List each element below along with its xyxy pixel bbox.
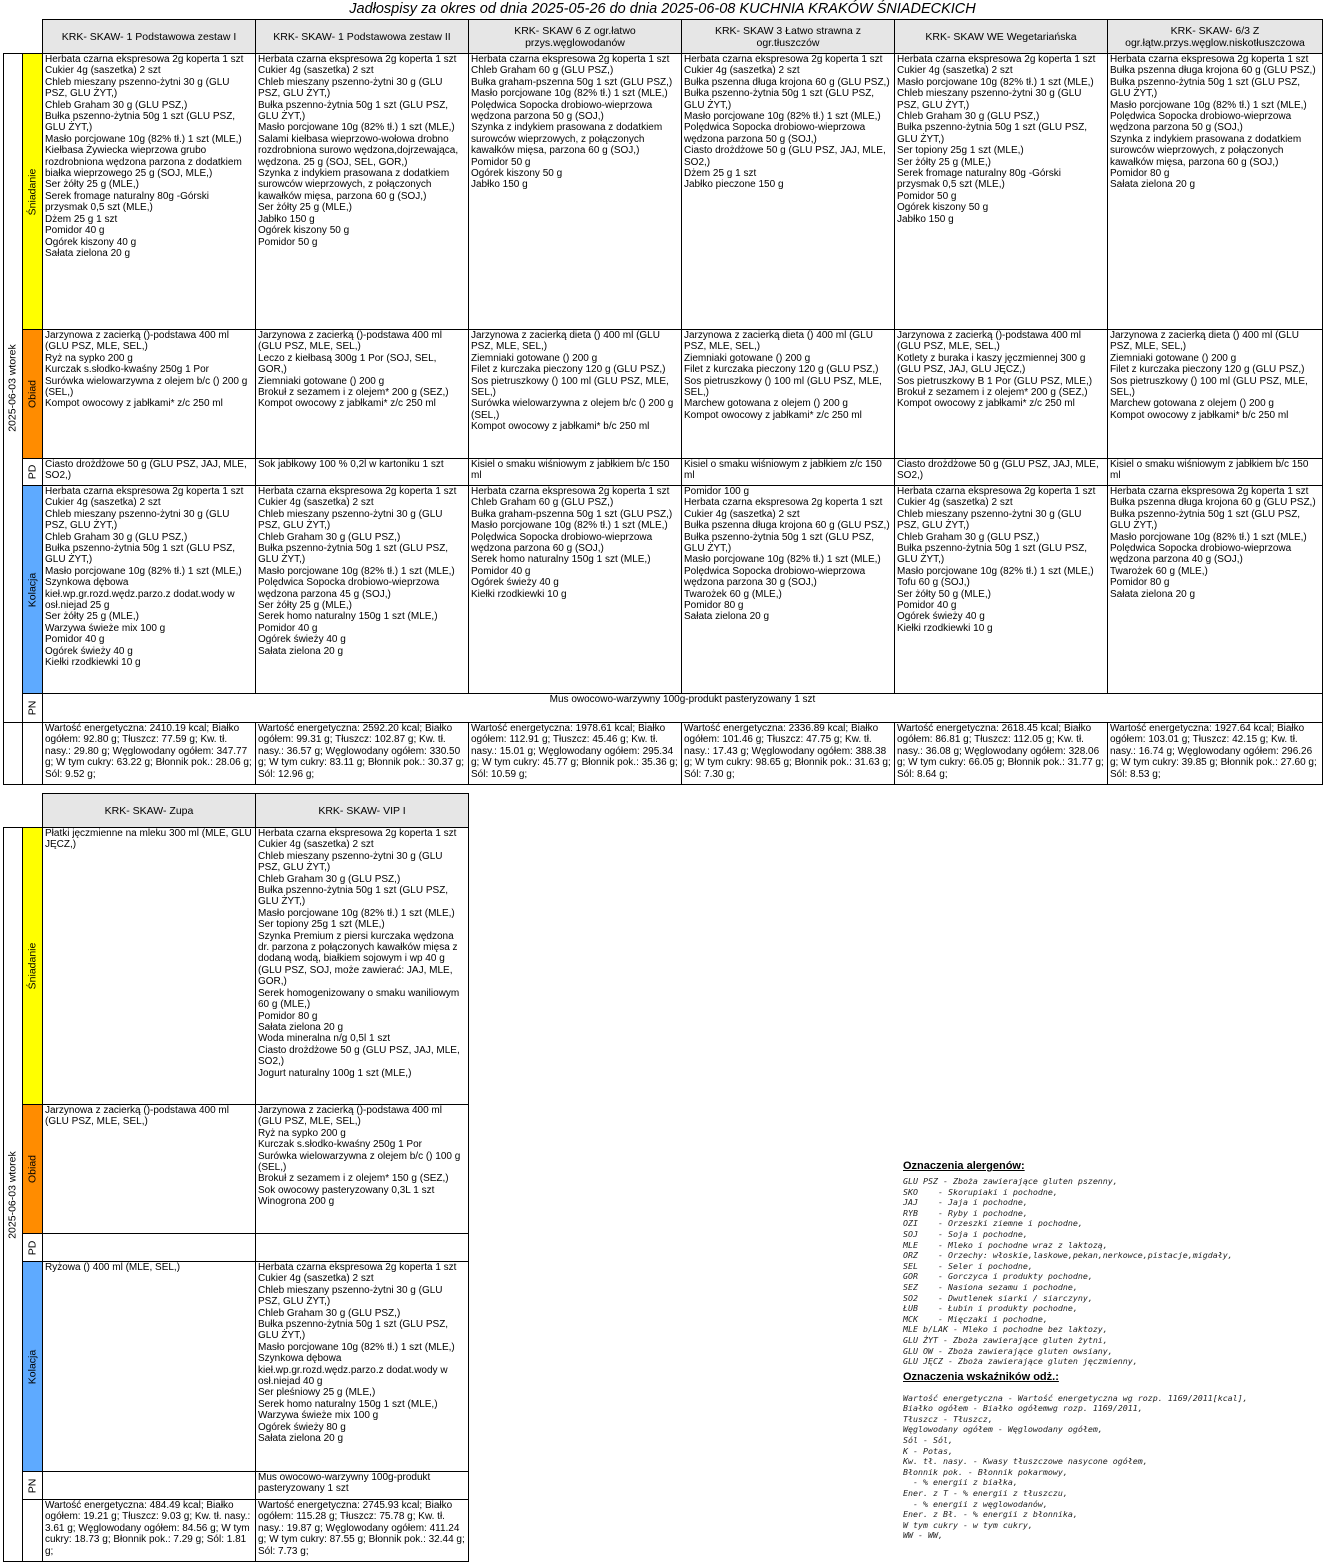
date-label: 2025-06-03 wtorek (6, 344, 19, 432)
menu-cell: Jarzynowa z zacierką ()-podstawa 400 ml (GLU PSZ, MLE, SEL,) Kotlety z buraka i kaszy jęczmiennej 300 g (GLU PSZ, JAJ, GLU JĘCZ,) Sos pietruszkowy B 1 Por (GLU PSZ, MLE,) Brokuł z sezamem i z olejem* 200 g (SEZ,) Kompot owocowy z jabłkami* z/c 250 ml (895, 330, 1108, 459)
diet-header: KRK- SKAW- VIP I (256, 794, 469, 828)
diet-header: KRK- SKAW- 1 Podstawowa zestaw II (256, 20, 469, 54)
menu-cell: Herbata czarna ekspresowa 2g koperta 1 szt Cukier 4g (saszetka) 2 szt Chleb mieszany pszenno-żytni 30 g (GLU PSZ, GLU ŻYT,) Chleb Graham 30 g (GLU PSZ,) Bułka pszenno-żytnia 50g 1 szt (GLU PSZ, GLU ŻYT,) Masło porcjowane 10g (82% tł.) 1 szt (MLE,) Polędwica Sopocka drobiowo-wieprzowa wędzona parzona 45 g (SOJ,) Ser żółty 25 g (MLE,) Serek homo naturalny 150g 1 szt (MLE,) Pomidor 40 g Ogórek świeży 40 g Sałata zielona 20 g (256, 486, 469, 694)
menu-cell: Herbata czarna ekspresowa 2g koperta 1 szt Chleb Graham 60 g (GLU PSZ,) Bułka graham-pszenna 50g 1 szt (GLU PSZ,) Masło porcjowane 10g (82% tł.) 1 szt (MLE,) Polędwica Sopocka drobiowo-wieprzowa wędzona parzona 60 g (SOJ,) Serek homo naturalny 150g 1 szt (MLE,) Pomidor 40 g Ogórek świeży 40 g Kiełki rzodkiewki 10 g (469, 486, 682, 694)
allergen-line: MCK - Mięczaki i pochodne, (903, 1313, 1048, 1324)
nutrition-cell: Wartość energetyczna: 2410.19 kcal; Białko ogółem: 92.80 g; Tłuszcz: 77.59 g; Kw. tł. nasy.: 29.80 g; Węglowodany ogółem: 347.77 g; W tym cukry: 63.22 g; Błonnik pok.: 28.06 g; Sól: 9.52 g; (43, 723, 256, 785)
menu-table-1 (3, 19, 1323, 785)
menu-cell: Herbata czarna ekspresowa 2g koperta 1 szt Cukier 4g (saszetka) 2 szt Chleb mieszany pszenno-żytni 30 g (GLU PSZ, GLU ŻYT,) Chleb Graham 30 g (GLU PSZ,) Bułka pszenno-żytnia 50g 1 szt (GLU PSZ, GLU ŻYT,) Masło porcjowane 10g (82% tł.) 1 szt (MLE,) Szynkowa dębowa kieł.wp.gr.rozd.wędz.parzo.z dodat.wody w osł.niejad 25 g Ser żółty 25 g (MLE,) Warzywa świeże mix 100 g Pomidor 40 g Ogórek świeży 40 g Kiełki rzodkiewki 10 g (43, 486, 256, 694)
meal-label-sniadanie: Śniadanie (23, 54, 43, 330)
allergen-line: SKO - Skorupiaki i pochodne, (903, 1186, 1058, 1197)
menu-table-2 (3, 793, 469, 1562)
allergen-line: JAJ - Jaja i pochodne, (903, 1197, 1028, 1208)
indicator-line: Tłuszcz - Tłuszcz, (903, 1413, 993, 1424)
date-cell (4, 828, 23, 1562)
allergen-line: GLU PSZ - Zboża zawierające gluten pszenny, (903, 1176, 1118, 1186)
diet-header: KRK- SKAW- 1 Podstawowa zestaw I (43, 20, 256, 54)
menu-cell: Herbata czarna ekspresowa 2g koperta 1 szt Cukier 4g (saszetka) 2 szt Chleb mieszany pszenno-żytni 30 g (GLU PSZ, GLU ŻYT,) Chleb Graham 30 g (GLU PSZ,) Bułka pszenno-żytnia 50g 1 szt (GLU PSZ, GLU ŻYT,) Masło porcjowane 10g (82% tł.) 1 szt (MLE,) Ser topiony 25g 1 szt (MLE,) Szynka Premium z piersi kurczaka wędzona dr. parzona z połączonych kawałków mięsa z dodaną wodą, białkiem sojowym i wp 40 g (GLU PSZ, SOJ, może zawierać: JAJ, MLE, GOR,) Serek homogenizowany o smaku waniliowym 60 g (MLE,) Pomidor 80 g Sałata zielona 20 g Woda mineralna n/g 0,5l 1 szt Ciasto drożdżowe 50 g (GLU PSZ, JAJ, MLE, SO2,) Jogurt naturalny 100g 1 szt (MLE,) (256, 828, 469, 1105)
diet-header: KRK- SKAW- Zupa (43, 794, 256, 828)
menu-cell: Herbata czarna ekspresowa 2g koperta 1 szt Cukier 4g (saszetka) 2 szt Chleb mieszany pszenno-żytni 30 g (GLU PSZ, GLU ŻYT,) Bułka pszenno-żytnia 50g 1 szt (GLU PSZ, GLU ŻYT,) Masło porcjowane 10g (82% tł.) 1 szt (MLE,) Salami kiełbasa wieprzowo-wołowa drobno rozdrobniona surowo wędzona,dojrzewająca, wędzona. 25 g (SOJ, SEL, GOR,) Szynka z indykiem prasowana z dodatkiem surowców wieprzowych, z połączonych kawałków mięsa, parzona 60 g (SOJ,) Ser żółty 25 g (MLE,) Jabłko 150 g Ogórek kiszony 50 g Pomidor 50 g (256, 54, 469, 330)
legend (903, 1160, 1318, 1541)
menu-cell: Ciasto drożdżowe 50 g (GLU PSZ, JAJ, MLE, SO2,) (895, 459, 1108, 486)
menu-cell: Ciasto drożdżowe 50 g (GLU PSZ, JAJ, MLE, SO2,) (43, 459, 256, 486)
allergen-line: MLE b/LAK - Mleko i pochodne bez laktozy, (903, 1324, 1108, 1335)
menu-cell: Herbata czarna ekspresowa 2g koperta 1 szt Cukier 4g (saszetka) 2 szt Chleb mieszany pszenno-żytni 30 g (GLU PSZ, GLU ŻYT,) Chleb Graham 30 g (GLU PSZ,) Bułka pszenno-żytnia 50g 1 szt (GLU PSZ, GLU ŻYT,) Masło porcjowane 10g (82% tł.) 1 szt (MLE,) Kiełbasa Żywiecka wieprzowa grubo rozdrobniona wędzona parzona z dodatkiem białka wieprzowego 25 g (SOJ, MLE,) Ser żółty 25 g (MLE,) Serek fromage naturalny 80g -Górski przysmak 0,5 szt (MLE,) Dżem 25 g 1 szt Pomidor 40 g Ogórek kiszony 40 g Sałata zielona 20 g (43, 54, 256, 330)
menu-cell: Kisiel o smaku wiśniowym z jabłkiem z/c 150 ml (682, 459, 895, 486)
meal-label-pn: PN (23, 694, 43, 723)
menu-cell-pn (43, 1472, 256, 1500)
nutrition-cell: Wartość energetyczna: 1927.64 kcal; Białko ogółem: 103.01 g; Tłuszcz: 42.15 g; Kw. tł. nasy.: 16.74 g; Węglowodany ogółem: 296.26 g; W tym cukry: 39.85 g; Błonnik pok.: 27.60 g; Sól: 8.53 g; (1108, 723, 1323, 785)
meal-label-obiad: Obiad (23, 1105, 43, 1234)
diet-header: KRK- SKAW 3 Łatwo strawna z ogr.tłuszczów (682, 20, 895, 54)
menu-cell: Sok jabłkowy 100 % 0,2l w kartoniku 1 szt (256, 459, 469, 486)
menu-cell: Herbata czarna ekspresowa 2g koperta 1 szt Chleb Graham 60 g (GLU PSZ,) Bułka graham-pszenna 50g 1 szt (GLU PSZ,) Masło porcjowane 10g (82% tł.) 1 szt (MLE,) Polędwica Sopocka drobiowo-wieprzowa wędzona parzona 50 g (SOJ,) Szynka z indykiem prasowana z dodatkiem surowców wieprzowych, z połączonych kawałków mięsa, parzona 60 g (SOJ,) Pomidor 50 g Ogórek kiszony 50 g Jabłko 150 g (469, 54, 682, 330)
allergen-line: SEL - Seler i pochodne, (903, 1260, 1033, 1271)
menu-cell-pn: Mus owocowo-warzywny 100g-produkt pasteryzowany 1 szt (43, 694, 1323, 723)
allergen-line: ŁUB - Łubin i produkty pochodne, (903, 1303, 1078, 1314)
menu-cell: Płatki jęczmienne na mleku 300 ml (MLE, GLU JĘCZ,) (43, 828, 256, 1105)
menu-cell (256, 1234, 469, 1262)
meal-label-pd: PD (23, 459, 43, 486)
indicator-line: WW - WW, (903, 1530, 943, 1541)
diet-header: KRK- SKAW- 6/3 Z ogr.łątw.przys.węglow.niskotłuszczowa (1108, 20, 1323, 54)
nutrition-cell: Wartość energetyczna: 1978.61 kcal; Białko ogółem: 112.91 g; Tłuszcz: 45.46 g; Kw. tł. nasy.: 15.01 g; Węglowodany ogółem: 295.34 g; W tym cukry: 45.77 g; Błonnik pok.: 35.36 g; Sól: 10.59 g; (469, 723, 682, 785)
meal-label-pn: PN (23, 1472, 43, 1500)
indicator-list (903, 1393, 1318, 1541)
menu-cell: Kisiel o smaku wiśniowym z jabłkiem b/c 150 ml (1108, 459, 1323, 486)
menu-cell: Herbata czarna ekspresowa 2g koperta 1 szt Cukier 4g (saszetka) 2 szt Chleb mieszany pszenno-żytni 30 g (GLU PSZ, GLU ŻYT,) Chleb Graham 30 g (GLU PSZ,) Bułka pszenno-żytnia 50g 1 szt (GLU PSZ, GLU ŻYT,) Masło porcjowane 10g (82% tł.) 1 szt (MLE,) Szynkowa dębowa kieł.wp.gr.rozd.wędz.parzo.z dodat.wody w osł.niejad 40 g Ser pleśniowy 25 g (MLE,) Serek homo naturalny 150g 1 szt (MLE,) Warzywa świeże mix 100 g Ogórek świeży 80 g Sałata zielona 20 g (256, 1262, 469, 1472)
allergen-line: GLU OW - Zboża zawierające gluten owsiany, (903, 1345, 1113, 1356)
nutrition-cell: Wartość energetyczna: 2336.89 kcal; Białko ogółem: 101.46 g; Tłuszcz: 47.75 g; Kw. tł. nasy.: 17.43 g; Węglowodany ogółem: 388.38 g; W tym cukry: 98.65 g; Błonnik pok.: 31.63 g; Sól: 7.30 g; (682, 723, 895, 785)
allergen-line: RYB - Ryby i pochodne, (903, 1207, 1028, 1218)
indicators-title: Oznaczenia wskaźników odż.: (903, 1370, 1059, 1383)
indicator-line: K - Potas, (903, 1445, 953, 1456)
menu-cell: Herbata czarna ekspresowa 2g koperta 1 szt Bułka pszenna długa krojona 60 g (GLU PSZ,) Bułka pszenno-żytnia 50g 1 szt (GLU PSZ, GLU ŻYT,) Masło porcjowane 10g (82% tł.) 1 szt (MLE,) Polędwica Sopocka drobiowo-wieprzowa wędzona parzona 50 g (SOJ,) Szynka z indykiem prasowana z dodatkiem surowców wieprzowych, z połączonych kawałków mięsa, parzona 60 g (SOJ,) Pomidor 80 g Sałata zielona 20 g (1108, 54, 1323, 330)
indicator-line: Wartość energetyczna - Wartość energetyczna wg rozp. 1169/2011[kcal], (903, 1392, 1248, 1403)
allergen-line: SEZ - Nasiona sezamu i pochodne, (903, 1281, 1078, 1292)
allergen-line: ORZ - Orzechy: włoskie,laskowe,pekan,nerkowce,pistacje,migdały, (903, 1250, 1233, 1261)
menu-cell: Jarzynowa z zacierką dieta () 400 ml (GLU PSZ, MLE, SEL,) Ziemniaki gotowane () 200 g Filet z kurczaka pieczony 120 g (GLU PSZ,) Sos pietruszkowy () 100 ml (GLU PSZ, MLE, SEL,) Marchew gotowana z olejem () 200 g Kompot owocowy z jabłkami* z/c 250 ml (682, 330, 895, 459)
menu-cell: Herbata czarna ekspresowa 2g koperta 1 szt Cukier 4g (saszetka) 2 szt Masło porcjowane 10g (82% tł.) 1 szt (MLE,) Chleb mieszany pszenno-żytni 30 g (GLU PSZ, GLU ŻYT,) Chleb Graham 30 g (GLU PSZ,) Bułka pszenno-żytnia 50g 1 szt (GLU PSZ, GLU ŻYT,) Ser topiony 25g 1 szt (MLE,) Ser żółty 25 g (MLE,) Serek fromage naturalny 80g -Górski przysmak 0,5 szt (MLE,) Pomidor 50 g Ogórek kiszony 50 g Jabłko 150 g (895, 54, 1108, 330)
indicator-line: - % energii z białka, (903, 1477, 1018, 1488)
menu-cell: Ryżowa () 400 ml (MLE, SEL,) (43, 1262, 256, 1472)
allergen-line: SO2 - Dwutlenek siarki / siarczyny, (903, 1292, 1093, 1303)
menu-cell: Herbata czarna ekspresowa 2g koperta 1 szt Cukier 4g (saszetka) 2 szt Bułka pszenna długa krojona 60 g (GLU PSZ,) Bułka pszenno-żytnia 50g 1 szt (GLU PSZ, GLU ŻYT,) Masło porcjowane 10g (82% tł.) 1 szt (MLE,) Polędwica Sopocka drobiowo-wieprzowa wędzona parzona 50 g (SOJ,) Ciasto drożdżowe 50 g (GLU PSZ, JAJ, MLE, SO2,) Dżem 25 g 1 szt Jabłko pieczone 150 g (682, 54, 895, 330)
meal-label-kolacja: Kolacja (23, 1262, 43, 1472)
menu-cell: Jarzynowa z zacierką ()-podstawa 400 ml (GLU PSZ, MLE, SEL,) Ryż na sypko 200 g Kurczak s.słodko-kwaśny 250g 1 Por Surówka wielowarzywna z olejem b/c () 200 g (SEL,) Kompot owocowy z jabłkami* z/c 250 ml (43, 330, 256, 459)
diet-header: KRK- SKAW WE Wegetariańska (895, 20, 1108, 54)
allergen-list (903, 1176, 1318, 1367)
indicator-line: Kw. tł. nasy. - Kwasy tłuszczowe nasycone ogółem, (903, 1456, 1148, 1467)
menu-cell: Herbata czarna ekspresowa 2g koperta 1 szt Bułka pszenna długa krojona 60 g (GLU PSZ,) Bułka pszenno-żytnia 50g 1 szt (GLU PSZ, GLU ŻYT,) Masło porcjowane 10g (82% tł.) 1 szt (MLE,) Polędwica Sopocka drobiowo-wieprzowa wędzona parzona 40 g (SOJ,) Twarożek 60 g (MLE,) Pomidor 80 g Sałata zielona 20 g (1108, 486, 1323, 694)
menu-cell (43, 1234, 256, 1262)
indicator-line: Błonnik pok. - Błonnik pokarmowy, (903, 1466, 1068, 1477)
allergens-title: Oznaczenia alergenów: (903, 1160, 1025, 1172)
menu-cell: Kisiel o smaku wiśniowym z jabłkiem b/c 150 ml (469, 459, 682, 486)
indicator-line: Białko ogółem - Białko ogółemwg rozp. 1169/2011, (903, 1403, 1143, 1414)
date-label: 2025-06-03 wtorek (6, 1150, 19, 1239)
indicator-line: W tym cukry - w tym cukry, (903, 1519, 1033, 1530)
menu-cell: Herbata czarna ekspresowa 2g koperta 1 szt Cukier 4g (saszetka) 2 szt Chleb mieszany pszenno-żytni 30 g (GLU PSZ, GLU ŻYT,) Chleb Graham 30 g (GLU PSZ,) Bułka pszenno-żytnia 50g 1 szt (GLU PSZ, GLU ŻYT,) Masło porcjowane 10g (82% tł.) 1 szt (MLE,) Tofu 60 g (SOJ,) Ser żółty 50 g (MLE,) Pomidor 40 g Ogórek świeży 40 g Kiełki rzodkiewki 10 g (895, 486, 1108, 694)
menu-cell: Jarzynowa z zacierką ()-podstawa 400 ml (GLU PSZ, MLE, SEL,) (43, 1105, 256, 1234)
allergen-line: OZI - Orzeszki ziemne i pochodne, (903, 1218, 1083, 1229)
allergen-line: MLE - Mleko i pochodne wraz z laktozą, (903, 1239, 1108, 1250)
menu-cell: Jarzynowa z zacierką dieta () 400 ml (GLU PSZ, MLE, SEL,) Ziemniaki gotowane () 200 g Filet z kurczaka pieczony 120 g (GLU PSZ,) Sos pietruszkowy () 100 ml (GLU PSZ, MLE, SEL,) Marchew gotowana z olejem () 200 g Kompot owocowy z jabłkami* b/c 250 ml (1108, 330, 1323, 459)
date-cell (4, 54, 23, 723)
indicator-line: Węglowodany ogółem - Węglowodany ogółem, (903, 1424, 1103, 1435)
menu-cell: Jarzynowa z zacierką ()-podstawa 400 ml (GLU PSZ, MLE, SEL,) Ryż na sypko 200 g Kurczak s.słodko-kwaśny 250g 1 Por Surówka wielowarzywna z olejem b/c () 100 g (SEL,) Brokuł z sezamem i z olejem* 150 g (SEZ,) Sok owocowy pasteryzowany 0,3L 1 szt Winogrona 200 g (256, 1105, 469, 1234)
allergen-line: SOJ - Soja i pochodne, (903, 1228, 1028, 1239)
menu-cell: Pomidor 100 g Herbata czarna ekspresowa 2g koperta 1 szt Cukier 4g (saszetka) 2 szt Bułka pszenna długa krojona 60 g (GLU PSZ,) Bułka pszenno-żytnia 50g 1 szt (GLU PSZ, GLU ŻYT,) Masło porcjowane 10g (82% tł.) 1 szt (MLE,) Polędwica Sopocka drobiowo-wieprzowa wędzona parzona 30 g (SOJ,) Twarożek 60 g (MLE,) Pomidor 80 g Sałata zielona 20 g (682, 486, 895, 694)
menu-cell: Jarzynowa z zacierką dieta () 400 ml (GLU PSZ, MLE, SEL,) Ziemniaki gotowane () 200 g Filet z kurczaka pieczony 120 g (GLU PSZ,) Sos pietruszkowy () 100 ml (GLU PSZ, MLE, SEL,) Surówka wielowarzywna z olejem b/c () 200 g (SEL,) Kompot owocowy z jabłkami* b/c 250 ml (469, 330, 682, 459)
meal-label-obiad: Obiad (23, 330, 43, 459)
allergen-line: GLU JĘCZ - Zboża zawierające gluten jęczmienny, (903, 1356, 1138, 1367)
indicator-line: - % energii z węglowodanów, (903, 1498, 1048, 1509)
diet-header: KRK- SKAW 6 Z ogr.łatwo przys.węglowodanów (469, 20, 682, 54)
meal-label-kolacja: Kolacja (23, 486, 43, 694)
nutrition-cell: Wartość energetyczna: 484.49 kcal; Białko ogółem: 19.21 g; Tłuszcz: 9.03 g; Kw. tł. nasy.: 3.61 g; Węglowodany ogółem: 84.56 g; W tym cukry: 18.73 g; Błonnik pok.: 7.29 g; Sól: 1.81 g; (43, 1500, 256, 1562)
allergen-line: GOR - Gorczyca i produkty pochodne, (903, 1271, 1093, 1282)
allergen-line: GLU ŻYT - Zboża zawierające gluten żytni, (903, 1334, 1108, 1345)
page-title: Jadłospisy za okres od dnia 2025-05-26 do dnia 2025-06-08 KUCHNIA KRAKÓW ŚNIADECKICH (349, 1, 976, 17)
menu-cell: Jarzynowa z zacierką ()-podstawa 400 ml (GLU PSZ, MLE, SEL,) Leczo z kiełbasą 300g 1 Por (SOJ, SEL, GOR,) Ziemniaki gotowane () 200 g Brokuł z sezamem i z olejem* 200 g (SEZ,) Kompot owocowy z jabłkami* z/c 250 ml (256, 330, 469, 459)
indicator-line: Ener. z Bł. - % energii z błonnika, (903, 1509, 1078, 1520)
meal-label-pd: PD (23, 1234, 43, 1262)
nutrition-cell: Wartość energetyczna: 2592.20 kcal; Białko ogółem: 99.31 g; Tłuszcz: 102.87 g; Kw. tł. nasy.: 36.57 g; Węglowodany ogółem: 330.50 g; W tym cukry: 83.11 g; Błonnik pok.: 30.37 g; Sól: 12.96 g; (256, 723, 469, 785)
indicator-line: Sól - Sól, (903, 1435, 953, 1446)
nutrition-cell: Wartość energetyczna: 2618.45 kcal; Białko ogółem: 86.81 g; Tłuszcz: 112.05 g; Kw. tł. nasy.: 36.08 g; Węglowodany ogółem: 328.06 g; W tym cukry: 66.05 g; Błonnik pok.: 31.77 g; Sól: 8.64 g; (895, 723, 1108, 785)
indicator-line: Ener. z T - % energii z tłuszczu, (903, 1488, 1068, 1499)
meal-label-sniadanie: Śniadanie (23, 828, 43, 1105)
nutrition-cell: Wartość energetyczna: 2745.93 kcal; Białko ogółem: 115.28 g; Tłuszcz: 75.78 g; Kw. tł. nasy.: 19.87 g; Węglowodany ogółem: 411.24 g; W tym cukry: 87.55 g; Błonnik pok.: 32.44 g; Sól: 7.73 g; (256, 1500, 469, 1562)
menu-cell-pn: Mus owocowo-warzywny 100g-produkt pasteryzowany 1 szt (256, 1472, 469, 1500)
